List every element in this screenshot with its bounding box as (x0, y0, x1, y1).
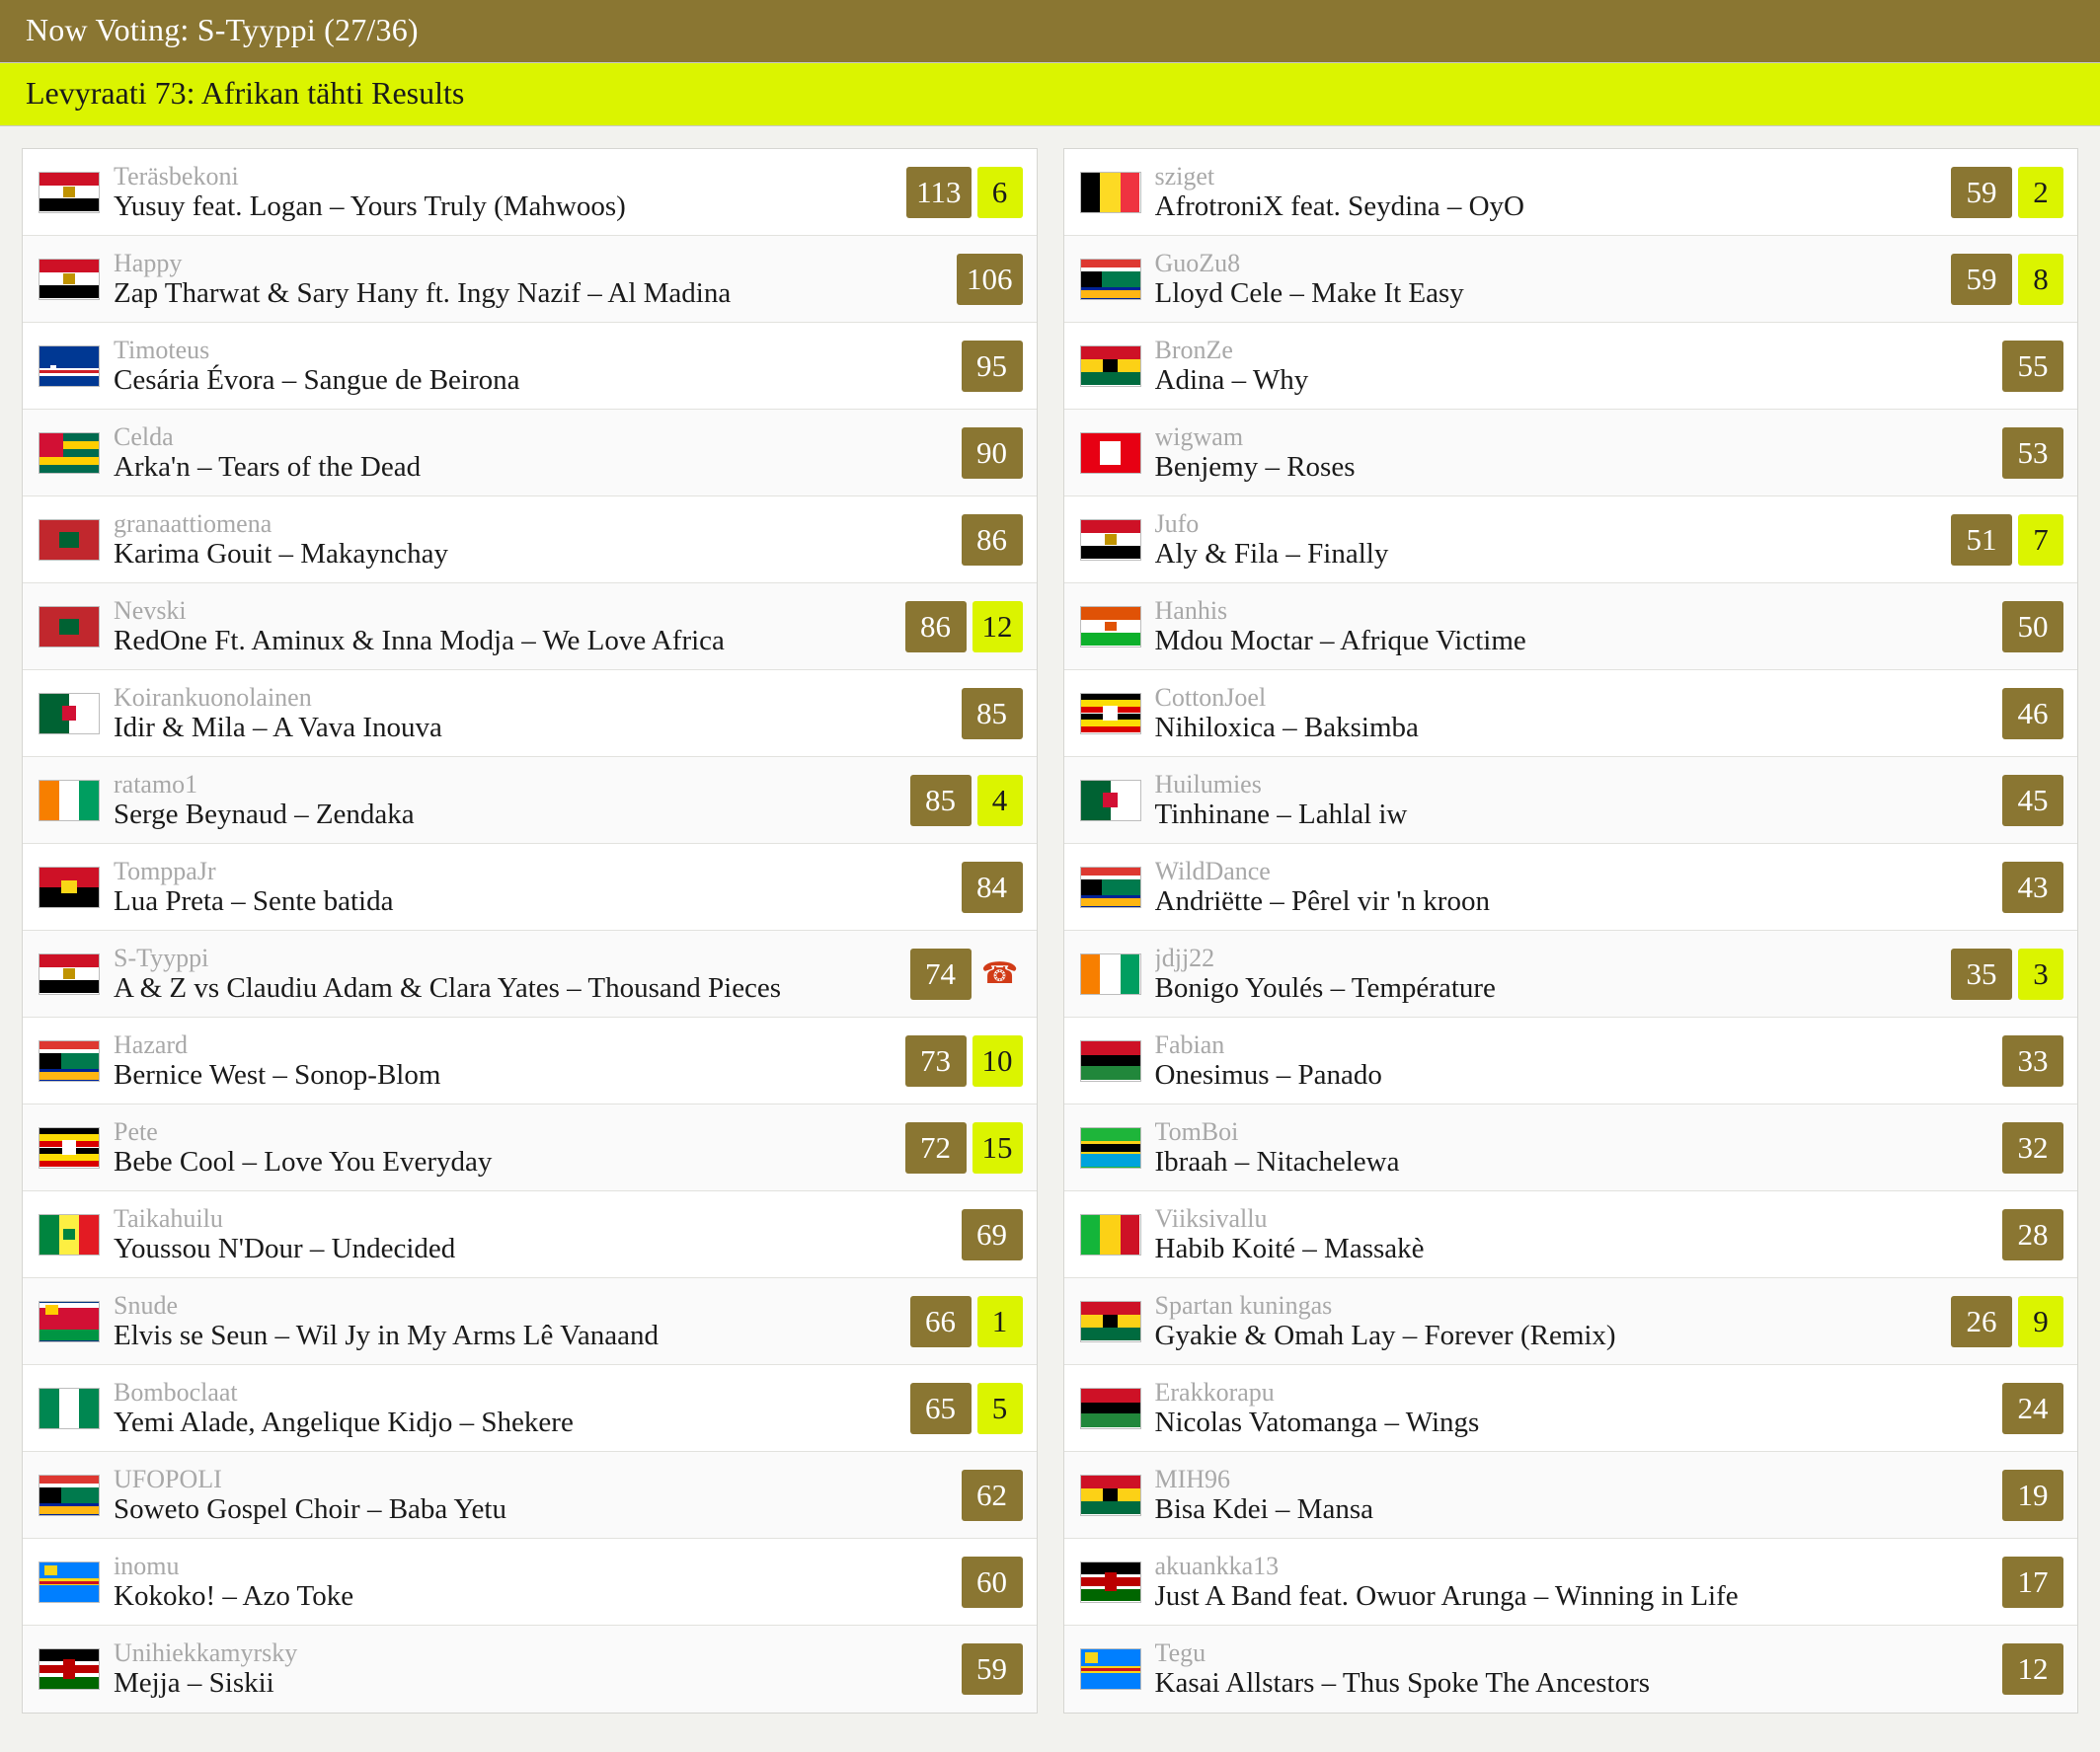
entry-info (114, 596, 894, 657)
flag-icon-malawi (1080, 1040, 1141, 1082)
song-title: Bonigo Youlés – Température (1154, 971, 1496, 1004)
table-row[interactable] (23, 1365, 1037, 1452)
flag-icon-morocco (39, 606, 100, 647)
score-group (2002, 1122, 2063, 1174)
points-badge: 113 (906, 167, 971, 218)
bonus-badge: 12 (972, 601, 1023, 652)
song-title: Bebe Cool – Love You Everyday (114, 1145, 493, 1178)
points-badge: 86 (962, 514, 1023, 566)
points-badge: 43 (2002, 862, 2063, 913)
bonus-badge: 10 (972, 1035, 1023, 1087)
song-title: Zap Tharwat & Sary Hany ft. Ingy Nazif – Al Madina (114, 276, 732, 309)
flag-icon-algeria (39, 693, 100, 734)
table-row[interactable] (23, 1278, 1037, 1365)
entry-info (114, 1378, 898, 1439)
voter-nick: Hanhis (1154, 595, 1228, 625)
flag-icon-uganda (39, 1127, 100, 1169)
song-title: RedOne Ft. Aminux & Inna Modja – We Love Africa (114, 624, 725, 656)
table-row[interactable] (23, 1452, 1037, 1539)
flag-icon-south-africa (39, 1475, 100, 1516)
bonus-badge: 2 (2018, 167, 2063, 218)
song-title: Lua Preta – Sente batida (114, 884, 394, 917)
score-group (957, 254, 1023, 305)
score-group (1951, 1296, 2063, 1347)
entry-info (1155, 596, 1991, 657)
song-title: Just A Band feat. Owuor Arunga – Winning in Life (1154, 1579, 1739, 1612)
flag-icon-kenya (1080, 1562, 1141, 1603)
entry-info (114, 249, 945, 310)
table-row[interactable] (1064, 757, 2078, 844)
score-group (2002, 862, 2063, 913)
flag-icon-egypt (39, 172, 100, 213)
points-badge: 59 (1951, 167, 2012, 218)
table-row[interactable] (1064, 1626, 2078, 1713)
score-group (1951, 514, 2063, 566)
points-badge: 84 (962, 862, 1023, 913)
voter-nick: Tegu (1154, 1638, 1206, 1668)
song-title: Aly & Fila – Finally (1154, 537, 1389, 570)
score-group (962, 688, 1023, 739)
table-row[interactable] (23, 496, 1037, 583)
table-row[interactable] (23, 1018, 1037, 1105)
points-badge: 50 (2002, 601, 2063, 652)
score-group (2002, 688, 2063, 739)
flag-icon-ghana (1080, 1475, 1141, 1516)
voter-nick: TomppaJr (114, 856, 216, 885)
points-badge: 73 (905, 1035, 967, 1087)
flag-icon-nigeria (39, 1388, 100, 1429)
table-row[interactable] (23, 931, 1037, 1018)
table-row[interactable] (23, 1105, 1037, 1191)
flag-icon-mali (1080, 1214, 1141, 1256)
voter-nick: Taikahuilu (114, 1203, 223, 1233)
score-group (962, 1470, 1023, 1521)
flag-icon-uganda (1080, 693, 1141, 734)
points-badge: 12 (2002, 1643, 2063, 1695)
entry-info (114, 1552, 950, 1613)
table-row[interactable] (23, 670, 1037, 757)
entry-info (114, 857, 950, 918)
results-board (0, 126, 2100, 1714)
score-group (962, 1209, 1023, 1260)
flag-icon-algeria (1080, 780, 1141, 821)
entry-info (114, 944, 898, 1005)
bonus-badge: 15 (972, 1122, 1023, 1174)
flag-icon-ghana (1080, 345, 1141, 387)
points-badge: 62 (962, 1470, 1023, 1521)
song-title: Elvis se Seun – Wil Jy in My Arms Lê Vanaand (114, 1319, 659, 1351)
points-badge: 59 (962, 1643, 1023, 1695)
song-title: Kokoko! – Azo Toke (114, 1579, 354, 1612)
table-row[interactable] (1064, 1365, 2078, 1452)
bonus-badge: 8 (2018, 254, 2063, 305)
voter-nick: Bomboclaat (114, 1377, 238, 1407)
points-badge: 74 (910, 949, 972, 1000)
flag-icon-angola (39, 867, 100, 908)
voter-nick: Nevski (114, 595, 187, 625)
voter-nick: sziget (1154, 161, 1215, 190)
points-badge: 95 (962, 341, 1023, 392)
entry-info (114, 162, 894, 223)
entry-info (114, 422, 950, 484)
flag-icon-south-africa (1080, 867, 1141, 908)
entry-info (114, 683, 950, 744)
points-badge: 72 (905, 1122, 967, 1174)
points-badge: 32 (2002, 1122, 2063, 1174)
score-group (910, 775, 1023, 826)
flag-icon-south-africa (1080, 259, 1141, 300)
table-row[interactable] (1064, 1191, 2078, 1278)
voter-nick: Teräsbekoni (114, 161, 239, 190)
flag-icon-tanzania (1080, 1127, 1141, 1169)
score-group (2002, 1035, 2063, 1087)
score-group (2002, 1383, 2063, 1434)
voter-nick: Timoteus (114, 335, 210, 364)
voter-nick: S-Tyyppi (114, 943, 209, 972)
flag-icon-tunisia (1080, 432, 1141, 474)
entry-info (1155, 162, 1940, 223)
entry-info (114, 336, 950, 397)
entry-info (114, 1638, 950, 1700)
results-title-banner: Levyraati 73: Afrikan tähti Results (0, 62, 2100, 126)
voter-nick: Snude (114, 1290, 178, 1320)
voter-nick: Huilumies (1154, 769, 1262, 799)
entry-info (1155, 1465, 1991, 1526)
voter-nick: TomBoi (1154, 1116, 1239, 1146)
entry-info (114, 1204, 950, 1265)
score-group (1951, 167, 2063, 218)
song-title: A & Z vs Claudiu Adam & Clara Yates – Thousand Pieces (114, 971, 782, 1004)
entry-info (1155, 683, 1991, 744)
voter-nick: Erakkorapu (1154, 1377, 1275, 1407)
song-title: Cesária Évora – Sangue de Beirona (114, 363, 520, 396)
song-title: Ibraah – Nitachelewa (1154, 1145, 1400, 1178)
score-group (910, 1296, 1023, 1347)
voter-nick: ratamo1 (114, 769, 198, 799)
entry-info (114, 1291, 898, 1352)
bonus-badge: 1 (977, 1296, 1023, 1347)
entry-info (1155, 1030, 1991, 1092)
entry-info (114, 1030, 894, 1092)
score-group (2002, 775, 2063, 826)
table-row[interactable] (1064, 583, 2078, 670)
voter-nick: Spartan kuningas (1154, 1290, 1333, 1320)
entry-info (1155, 509, 1940, 571)
entry-info (114, 1117, 894, 1179)
entry-info (1155, 770, 1991, 831)
score-group (905, 601, 1023, 652)
entry-info (1155, 944, 1940, 1005)
points-badge: 24 (2002, 1383, 2063, 1434)
table-row[interactable] (1064, 410, 2078, 496)
voter-nick: akuankka13 (1154, 1551, 1280, 1580)
flag-icon-malawi (1080, 1388, 1141, 1429)
voter-nick: inomu (114, 1551, 180, 1580)
points-badge: 45 (2002, 775, 2063, 826)
entry-info (1155, 1204, 1991, 1265)
entry-info (1155, 857, 1991, 918)
score-group (2002, 1643, 2063, 1695)
results-column-right (1063, 148, 2079, 1714)
score-group (962, 341, 1023, 392)
flag-icon-belgium (1080, 172, 1141, 213)
flag-icon-senegal (39, 1214, 100, 1256)
score-group (962, 1557, 1023, 1608)
voter-nick: MIH96 (1154, 1464, 1231, 1493)
points-badge: 106 (957, 254, 1023, 305)
table-row[interactable] (23, 323, 1037, 410)
bonus-badge: 4 (977, 775, 1023, 826)
points-badge: 69 (962, 1209, 1023, 1260)
song-title: Adina – Why (1154, 363, 1309, 396)
flag-icon-egypt (39, 259, 100, 300)
song-title: Tinhinane – Lahlal iw (1154, 798, 1408, 830)
voter-nick: BronZe (1154, 335, 1233, 364)
song-title: Nicolas Vatomanga – Wings (1154, 1406, 1480, 1438)
flag-icon-ghana (1080, 1301, 1141, 1342)
score-group (962, 427, 1023, 479)
voter-nick: wigwam (1154, 421, 1244, 451)
score-group (962, 862, 1023, 913)
points-badge: 65 (910, 1383, 972, 1434)
score-group (2002, 601, 2063, 652)
points-badge: 90 (962, 427, 1023, 479)
entry-info (1155, 1378, 1991, 1439)
entry-info (1155, 1117, 1991, 1179)
table-row[interactable] (23, 1626, 1037, 1713)
score-group (2002, 341, 2063, 392)
voter-nick: Pete (114, 1116, 158, 1146)
voter-nick: Hazard (114, 1029, 189, 1059)
entry-info (114, 1465, 950, 1526)
song-title: Mdou Moctar – Afrique Victime (1154, 624, 1526, 656)
score-group (1951, 254, 2063, 305)
flag-icon-dr-congo (1080, 1648, 1141, 1690)
song-title: Youssou N'Dour – Undecided (114, 1232, 456, 1264)
score-group (962, 1643, 1023, 1695)
score-group (910, 949, 1023, 1000)
flag-icon-ivory-coast (1080, 953, 1141, 995)
flag-icon-togo (39, 432, 100, 474)
flag-icon-south-africa (39, 1040, 100, 1082)
table-row[interactable] (1064, 149, 2078, 236)
voter-nick: jdjj22 (1154, 943, 1215, 972)
entry-info (114, 770, 898, 831)
voter-nick: CottonJoel (1154, 682, 1267, 712)
points-badge: 60 (962, 1557, 1023, 1608)
song-title: Mejja – Siskii (114, 1667, 274, 1700)
points-badge: 85 (910, 775, 972, 826)
bonus-badge: 6 (977, 167, 1023, 218)
flag-icon-egypt (39, 953, 100, 995)
flag-icon-morocco (39, 519, 100, 561)
song-title: Kasai Allstars – Thus Spoke The Ancestors (1154, 1667, 1651, 1700)
table-row[interactable] (1064, 1018, 2078, 1105)
points-badge: 35 (1951, 949, 2012, 1000)
points-badge: 46 (2002, 688, 2063, 739)
entry-info (1155, 422, 1991, 484)
song-title: Yemi Alade, Angelique Kidjo – Shekere (114, 1406, 574, 1438)
song-title: Andriëtte – Pêrel vir 'n kroon (1154, 884, 1490, 917)
song-title: Soweto Gospel Choir – Baba Yetu (114, 1492, 506, 1525)
voter-nick: Unihiekkamyrsky (114, 1638, 298, 1668)
points-badge: 55 (2002, 341, 2063, 392)
table-row[interactable] (23, 583, 1037, 670)
score-group (2002, 1557, 2063, 1608)
table-row[interactable] (23, 149, 1037, 236)
entry-info (114, 509, 950, 571)
table-row[interactable] (23, 1191, 1037, 1278)
bonus-badge: 3 (2018, 949, 2063, 1000)
song-title: Idir & Mila – A Vava Inouva (114, 711, 442, 743)
song-title: Habib Koité – Massakè (1154, 1232, 1425, 1264)
score-group (905, 1035, 1023, 1087)
flag-icon-namibia (39, 1301, 100, 1342)
voter-nick: granaattiomena (114, 508, 272, 538)
table-row[interactable] (1064, 1539, 2078, 1626)
points-badge: 28 (2002, 1209, 2063, 1260)
voter-nick: Koirankuonolainen (114, 682, 312, 712)
bonus-badge: 5 (977, 1383, 1023, 1434)
entry-info (1155, 1638, 1991, 1700)
score-group (2002, 427, 2063, 479)
song-title: Benjemy – Roses (1154, 450, 1356, 483)
score-group (2002, 1209, 2063, 1260)
song-title: AfrotroniX feat. Seydina – OyO (1154, 190, 1524, 222)
points-badge: 85 (962, 688, 1023, 739)
voter-nick: Happy (114, 248, 183, 277)
voter-nick: Fabian (1154, 1029, 1225, 1059)
song-title: Arka'n – Tears of the Dead (114, 450, 422, 483)
points-badge: 66 (910, 1296, 972, 1347)
song-title: Bernice West – Sonop-Blom (114, 1058, 441, 1091)
flag-icon-egypt (1080, 519, 1141, 561)
points-badge: 53 (2002, 427, 2063, 479)
score-group (962, 514, 1023, 566)
song-title: Lloyd Cele – Make It Easy (1154, 276, 1464, 309)
points-badge: 86 (905, 601, 967, 652)
flag-icon-niger (1080, 606, 1141, 647)
entry-info (1155, 249, 1940, 310)
song-title: Yusuy feat. Logan – Yours Truly (Mahwoos) (114, 190, 626, 222)
score-group (1951, 949, 2063, 1000)
table-row[interactable] (1064, 1105, 2078, 1191)
results-column-left (22, 148, 1038, 1714)
flag-icon-kenya (39, 1648, 100, 1690)
table-row[interactable] (23, 757, 1037, 844)
voter-nick: Celda (114, 421, 174, 451)
points-badge: 26 (1951, 1296, 2012, 1347)
table-row[interactable] (1064, 1278, 2078, 1365)
voter-nick: GuoZu8 (1154, 248, 1241, 277)
song-title: Bisa Kdei – Mansa (1154, 1492, 1373, 1525)
score-group (906, 167, 1022, 218)
table-row[interactable] (1064, 496, 2078, 583)
score-group (910, 1383, 1023, 1434)
table-row[interactable] (23, 410, 1037, 496)
song-title: Onesimus – Panado (1154, 1058, 1382, 1091)
flag-icon-dr-congo (39, 1562, 100, 1603)
points-badge: 17 (2002, 1557, 2063, 1608)
flag-icon-ivory-coast (39, 780, 100, 821)
now-voting-banner: Now Voting: S-Tyyppi (27/36) (0, 0, 2100, 62)
voter-nick: Jufo (1154, 508, 1200, 538)
entry-info (1155, 1552, 1991, 1613)
song-title: Karima Gouit – Makaynchay (114, 537, 449, 570)
voter-nick: WildDance (1154, 856, 1271, 885)
song-title: Gyakie & Omah Lay – Forever (Remix) (1154, 1319, 1616, 1351)
phone-icon: ☎ (980, 956, 1019, 990)
score-group (2002, 1470, 2063, 1521)
entry-info (1155, 336, 1991, 397)
table-row[interactable] (1064, 236, 2078, 323)
points-badge: 51 (1951, 514, 2012, 566)
bonus-badge: 9 (2018, 1296, 2063, 1347)
points-badge: 19 (2002, 1470, 2063, 1521)
song-title: Nihiloxica – Baksimba (1154, 711, 1419, 743)
points-badge: 33 (2002, 1035, 2063, 1087)
score-group (905, 1122, 1023, 1174)
table-row[interactable] (1064, 844, 2078, 931)
table-row[interactable] (1064, 931, 2078, 1018)
points-badge: 59 (1951, 254, 2012, 305)
song-title: Serge Beynaud – Zendaka (114, 798, 415, 830)
bonus-badge: 7 (2018, 514, 2063, 566)
voter-nick: Viiksivallu (1154, 1203, 1268, 1233)
flag-icon-cape-verde (39, 345, 100, 387)
table-row[interactable] (23, 1539, 1037, 1626)
voter-nick: UFOPOLI (114, 1464, 222, 1493)
table-row[interactable] (1064, 670, 2078, 757)
table-row[interactable] (1064, 323, 2078, 410)
table-row[interactable] (23, 236, 1037, 323)
table-row[interactable] (23, 844, 1037, 931)
entry-info (1155, 1291, 1940, 1352)
table-row[interactable] (1064, 1452, 2078, 1539)
